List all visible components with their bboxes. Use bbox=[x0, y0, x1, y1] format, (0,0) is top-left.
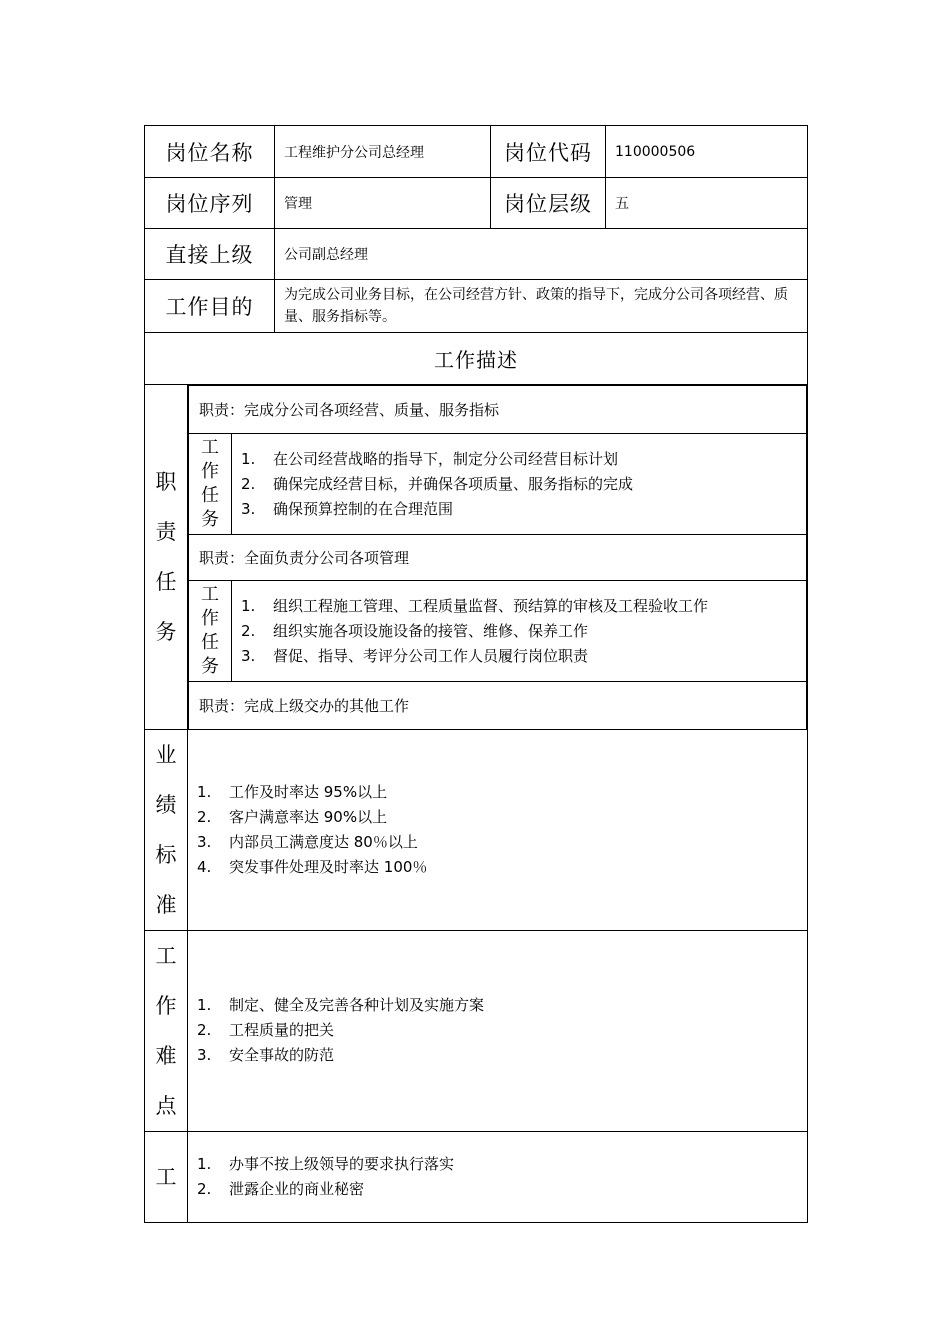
job-description-document bbox=[144, 125, 807, 1223]
superior-value: 公司副总经理 bbox=[275, 229, 808, 280]
position-seq-label: 岗位序列 bbox=[145, 178, 275, 229]
position-seq-value: 管理 bbox=[275, 178, 491, 229]
position-level-value: 五 bbox=[606, 178, 808, 229]
purpose-label: 工作目的 bbox=[145, 280, 275, 333]
list-item: 1. 组织工程施工管理、工程质量监督、预结算的审核及工程验收工作 bbox=[241, 596, 709, 615]
row-description-title bbox=[145, 333, 808, 385]
duty-2: 职责：全面负责分公司各项管理 bbox=[189, 535, 807, 581]
list-item: 1. 办事不按上级领导的要求执行落实 bbox=[197, 1154, 455, 1173]
row-prohibitions bbox=[145, 1131, 808, 1222]
purpose-value: 为完成公司业务目标，在公司经营方针、政策的指导下，完成分公司各项经营、质量、服务指标等。 bbox=[275, 280, 808, 333]
list-item: 1. 制定、健全及完善各种计划及实施方案 bbox=[197, 996, 485, 1014]
row-difficulty bbox=[145, 930, 808, 1131]
row-position-seq bbox=[145, 178, 808, 229]
list-item: 2. 工程质量的把关 bbox=[197, 1021, 335, 1039]
list-item: 2. 客户满意率达 90%以上 bbox=[197, 807, 388, 826]
row-performance bbox=[145, 729, 808, 930]
task-label-2: 工 作 任 务 bbox=[189, 581, 232, 682]
performance-label: 业 绩 标 准 bbox=[145, 729, 188, 930]
list-item: 2. 组织实施各项设施设备的接管、维修、保养工作 bbox=[241, 621, 589, 640]
duty-2-task-list bbox=[241, 594, 806, 669]
list-item: 4. 突发事件处理及时率达 100％ bbox=[197, 857, 428, 876]
list-item: 1. 在公司经营战略的指导下，制定分公司经营目标计划 bbox=[241, 449, 619, 468]
job-description-table bbox=[144, 125, 808, 1223]
duty-1-task-list bbox=[241, 447, 806, 522]
description-title: 工作描述 bbox=[145, 333, 808, 385]
difficulty-label: 工 作 难 点 bbox=[145, 930, 188, 1131]
difficulty-list bbox=[197, 993, 807, 1068]
prohibitions-list bbox=[197, 1152, 807, 1202]
position-level-label: 岗位层级 bbox=[491, 178, 606, 229]
duties-side-label: 职 责 任 务 bbox=[145, 385, 188, 730]
position-code-value: 110000506 bbox=[606, 126, 808, 178]
list-item: 3. 安全事故的防范 bbox=[197, 1046, 335, 1064]
row-position-name bbox=[145, 126, 808, 178]
superior-label: 直接上级 bbox=[145, 229, 275, 280]
task-label-1: 工 作 任 务 bbox=[189, 434, 232, 535]
duty-1: 职责：完成分公司各项经营、质量、服务指标 bbox=[189, 386, 807, 434]
list-item: 3. 确保预算控制的在合理范围 bbox=[241, 499, 454, 518]
list-item: 3. 内部员工满意度达 80％以上 bbox=[197, 832, 418, 851]
duty-3: 职责：完成上级交办的其他工作 bbox=[189, 682, 807, 729]
row-duties bbox=[145, 385, 808, 730]
row-purpose bbox=[145, 280, 808, 333]
position-name-value: 工程维护分公司总经理 bbox=[275, 126, 491, 178]
list-item: 3. 督促、指导、考评分公司工作人员履行岗位职责 bbox=[241, 646, 589, 665]
position-code-label: 岗位代码 bbox=[491, 126, 606, 178]
row-superior bbox=[145, 229, 808, 280]
position-name-label: 岗位名称 bbox=[145, 126, 275, 178]
list-item: 2. 确保完成经营目标，并确保各项质量、服务指标的完成 bbox=[241, 474, 634, 493]
performance-list bbox=[197, 780, 807, 880]
list-item: 1. 工作及时率达 95%以上 bbox=[197, 782, 388, 801]
list-item: 2. 泄露企业的商业秘密 bbox=[197, 1179, 365, 1198]
prohibitions-label: 工 bbox=[145, 1131, 188, 1222]
duties-inner-table bbox=[188, 385, 807, 729]
